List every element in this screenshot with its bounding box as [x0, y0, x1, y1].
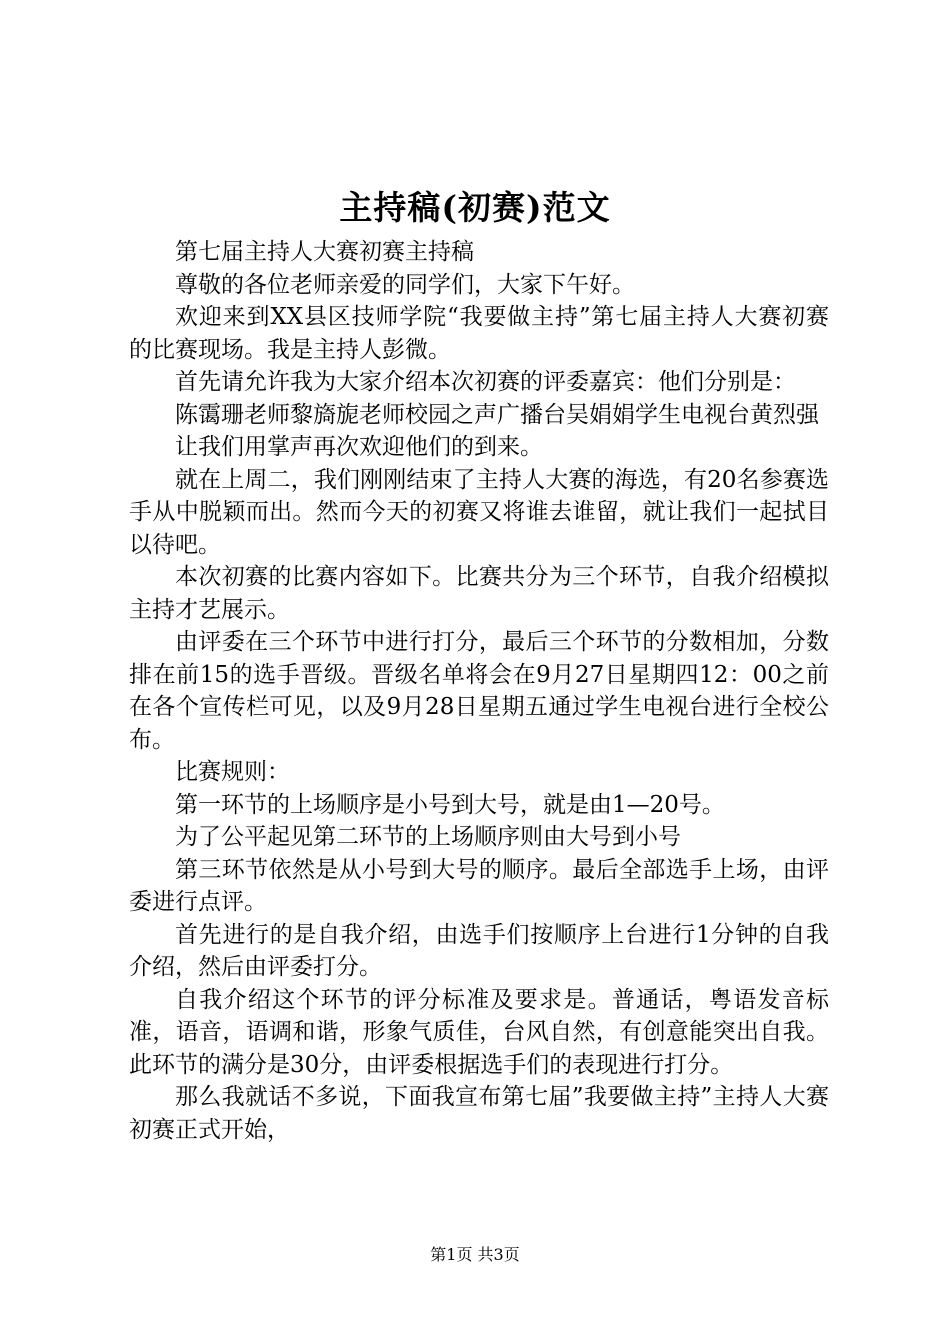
paragraph: 欢迎来到XX县区技师学院“我要做主持”第七届主持人大赛初赛的比赛现场。我是主持人彭微。 [129, 304, 829, 363]
paragraph: 让我们用掌声再次欢迎他们的到来。 [175, 434, 543, 460]
paragraph: 自我介绍这个环节的评分标准及要求是。普通话，粤语发音标准，语音，语调和谐，形象气质佳，台风自然，有创意能突出自我。此环节的满分是30分，由评委根据选手们的表现进行打分。 [129, 986, 829, 1078]
paragraph: 陈霭珊老师黎旖旎老师校园之声广播台吴娟娟学生电视台黄烈强 [175, 401, 819, 428]
paragraph: 第七届主持人大赛初赛主持稿 [175, 239, 474, 265]
paragraph: 那么我就话不多说，下面我宣布第七届”我要做主持”主持人大赛初赛正式开始， [129, 1084, 829, 1143]
paragraph: 为了公平起见第二环节的上场顺序则由大号到小号 [175, 824, 681, 850]
paragraph: 本次初赛的比赛内容如下。比赛共分为三个环节，自我介绍模拟主持才艺展示。 [129, 564, 829, 623]
paragraph: 就在上周二，我们刚刚结束了主持人大赛的海选，有20名参赛选手从中脱颖而出。然而今天的初赛又将谁去谁留，就让我们一起拭目以待吧。 [129, 466, 829, 558]
paragraph: 首先进行的是自我介绍，由选手们按顺序上台进行1分钟的自我介绍，然后由评委打分。 [129, 921, 829, 980]
page-footer [0, 1244, 950, 1266]
paragraph: 首先请允许我为大家介绍本次初赛的评委嘉宾：他们分别是： [175, 369, 796, 395]
paragraph: 由评委在三个环节中进行打分，最后三个环节的分数相加，分数排在前15的选手晋级。晋级名单将会在9月27日星期四12：00之前在各个宣传栏可见，以及9月28日星期五通过学生电视台进行全校公布。 [129, 629, 829, 753]
document-body [129, 236, 829, 1146]
document-title: 主持稿(初赛)范文 [339, 188, 611, 227]
paragraph: 比赛规则： [175, 759, 290, 785]
paragraph: 第三环节依然是从小号到大号的顺序。最后全部选手上场，由评委进行点评。 [129, 856, 829, 915]
paragraph: 第一环节的上场顺序是小号到大号，就是由1—20号。 [175, 791, 725, 818]
paragraph: 尊敬的各位老师亲爱的同学们，大家下午好。 [175, 271, 635, 298]
page-indicator: 第1页 共3页 [430, 1245, 520, 1264]
